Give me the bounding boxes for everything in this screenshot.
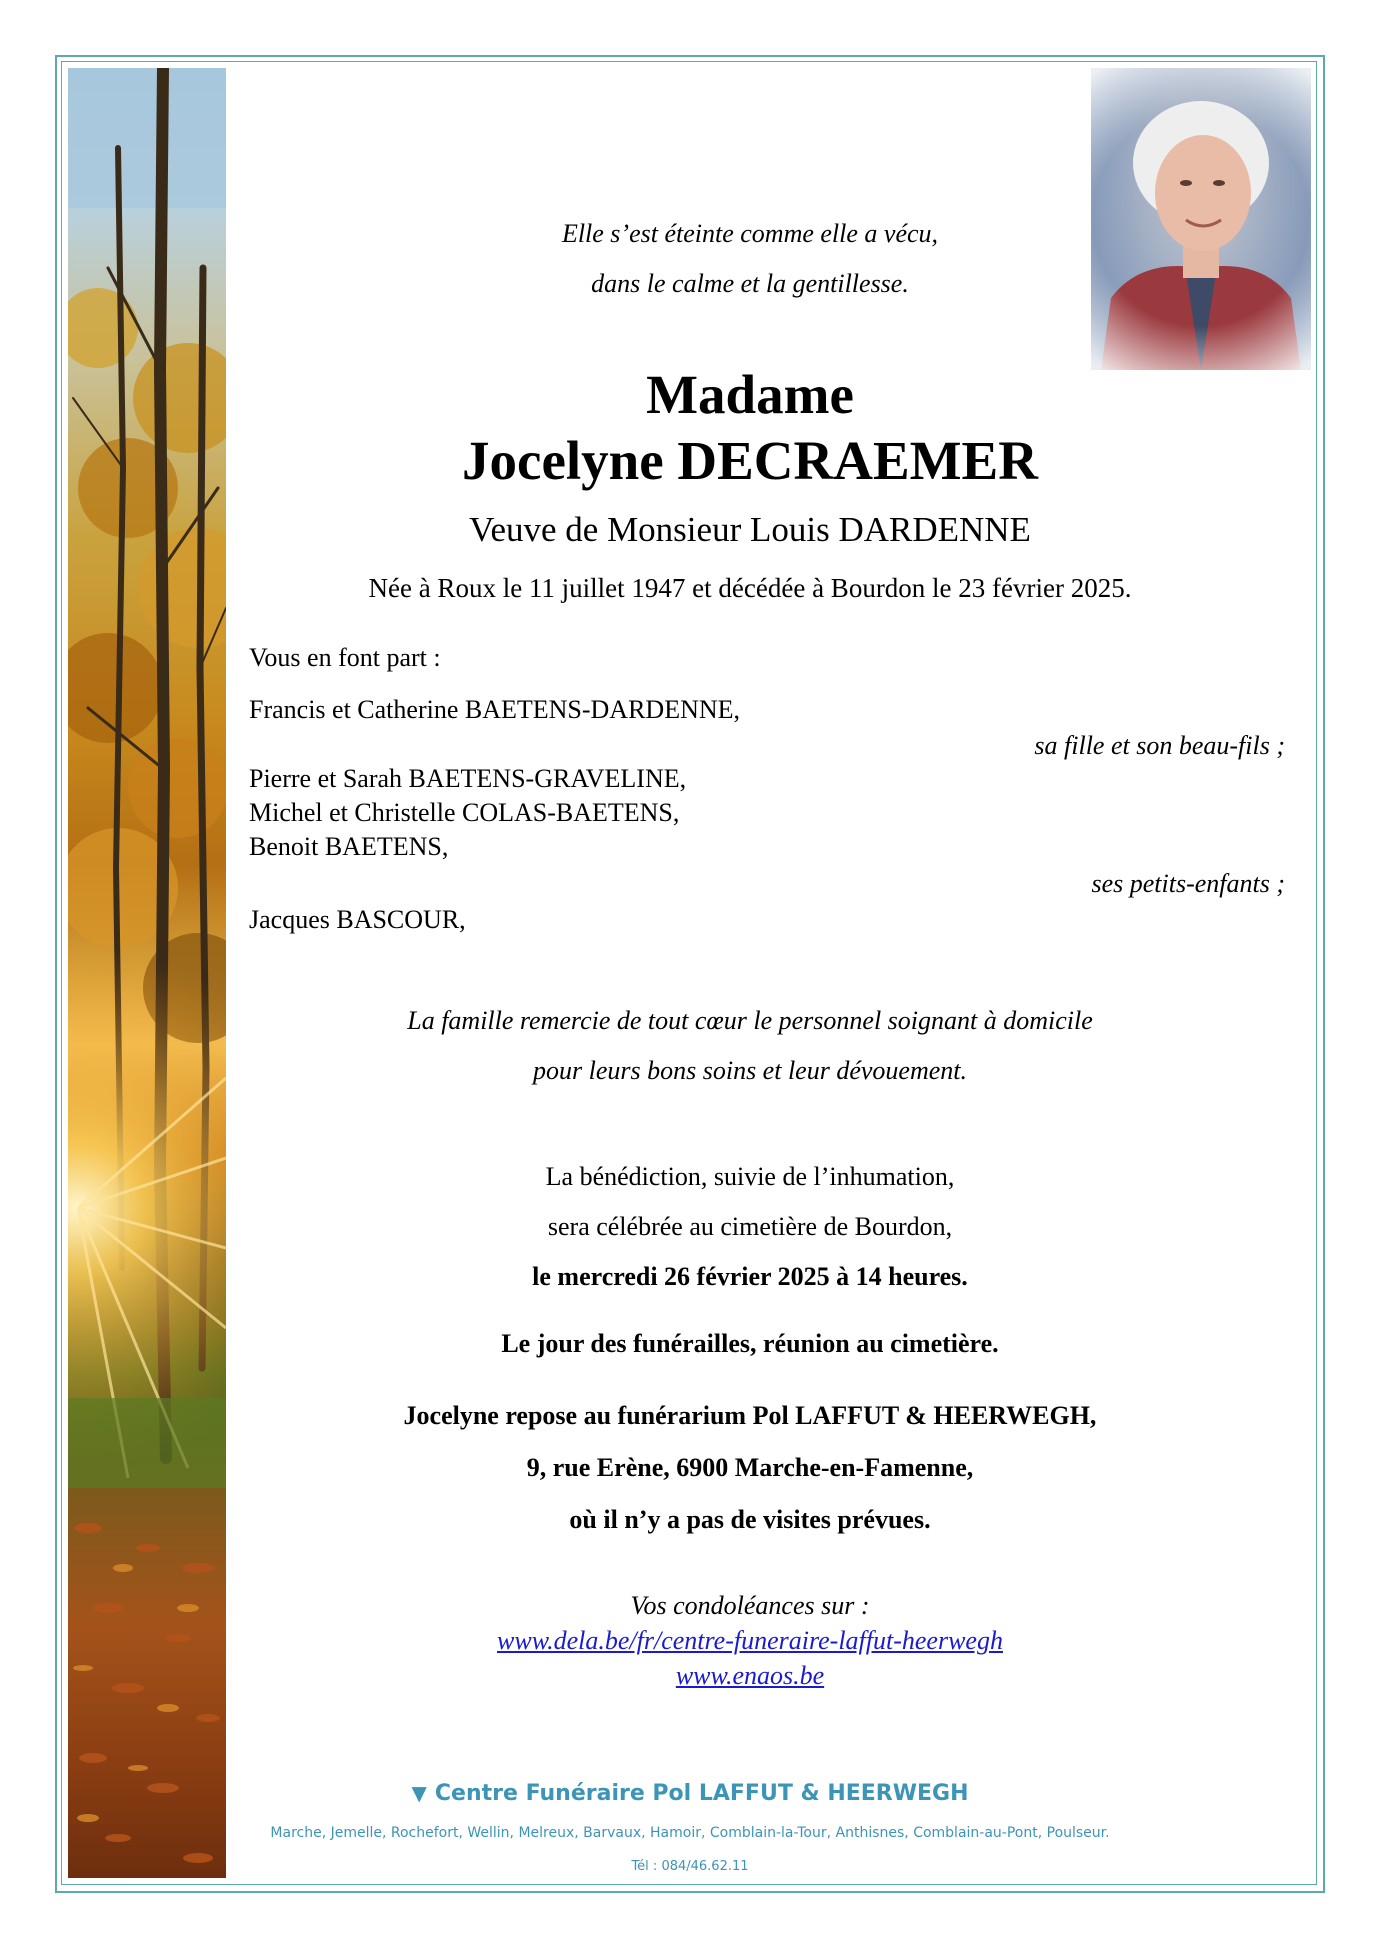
meeting-info: Le jour des funérailles, réunion au cimetière. <box>501 1329 999 1358</box>
opening-quote <box>240 214 1260 304</box>
thanks-line-2: pour leurs bons soins et leur dévouement. <box>532 1056 967 1085</box>
birth-death-dates: Née à Roux le 11 juillet 1947 et décédée à Bourdon le 23 février 2025. <box>368 573 1132 603</box>
deceased-title: Madame <box>646 364 854 425</box>
family-group-other <box>249 902 466 938</box>
funerarium-address: 9, rue Erène, 6900 Marche-en-Famenne, <box>526 1453 974 1482</box>
footer-phone: Tél : 084/46.62.11 <box>631 1859 749 1874</box>
condolences-block <box>240 1588 1260 1693</box>
relation-grandchildren: ses petits-enfants ; <box>1091 869 1285 898</box>
ceremony-info <box>240 1152 1260 1302</box>
family-member: Jacques BASCOUR, <box>249 905 466 934</box>
relation-children: sa fille et son beau-fils ; <box>1034 731 1285 760</box>
triangle-down-icon: ▼ <box>411 1781 427 1805</box>
autumn-forest-image <box>68 68 226 1878</box>
ceremony-datetime: le mercredi 26 février 2025 à 14 heures. <box>532 1262 968 1291</box>
family-member: Francis et Catherine BAETENS-DARDENNE, <box>249 695 741 724</box>
family-group-children <box>249 692 740 728</box>
family-intro: Vous en font part : <box>249 643 441 672</box>
thanks-line-1: La famille remercie de tout cœur le personnel soignant à domicile <box>407 1006 1093 1035</box>
quote-line-1: Elle s’est éteinte comme elle a vécu, <box>561 219 939 248</box>
family-member: Michel et Christelle COLAS-BAETENS, <box>249 798 680 827</box>
footer-company-name: Centre Funéraire Pol LAFFUT & HEERWEGH <box>434 1781 969 1806</box>
spouse-line: Veuve de Monsieur Louis DARDENNE <box>469 510 1031 549</box>
thanks-message <box>240 996 1260 1096</box>
condolences-link-dela[interactable]: www.dela.be/fr/centre-funeraire-laffut-heerwegh <box>497 1626 1003 1655</box>
condolences-label: Vos condoléances sur : <box>630 1591 870 1620</box>
condolences-link-enaos[interactable]: www.enaos.be <box>675 1661 825 1690</box>
footer-company <box>68 1778 1312 1809</box>
family-member: Benoit BAETENS, <box>249 832 449 861</box>
ceremony-line-2: sera célébrée au cimetière de Bourdon, <box>547 1212 953 1241</box>
family-member: Pierre et Sarah BAETENS-GRAVELINE, <box>249 764 687 793</box>
funerarium-visits: où il n’y a pas de visites prévues. <box>569 1505 931 1534</box>
family-group-grandchildren <box>249 762 686 864</box>
quote-line-2: dans le calme et la gentillesse. <box>591 269 909 298</box>
funerarium-info <box>240 1390 1260 1546</box>
ceremony-line-1: La bénédiction, suivie de l’inhumation, <box>545 1162 955 1191</box>
deceased-heading <box>240 362 1260 494</box>
funerarium-line-1: Jocelyne repose au funérarium Pol LAFFUT & HEERWEGH, <box>403 1401 1097 1430</box>
deceased-name: Jocelyne DECRAEMER <box>462 430 1038 491</box>
footer-locations: Marche, Jemelle, Rochefort, Wellin, Melreux, Barvaux, Hamoir, Comblain-la-Tour, Anthisnes, Comblain-au-Pont, Poulseur. <box>270 1825 1110 1841</box>
